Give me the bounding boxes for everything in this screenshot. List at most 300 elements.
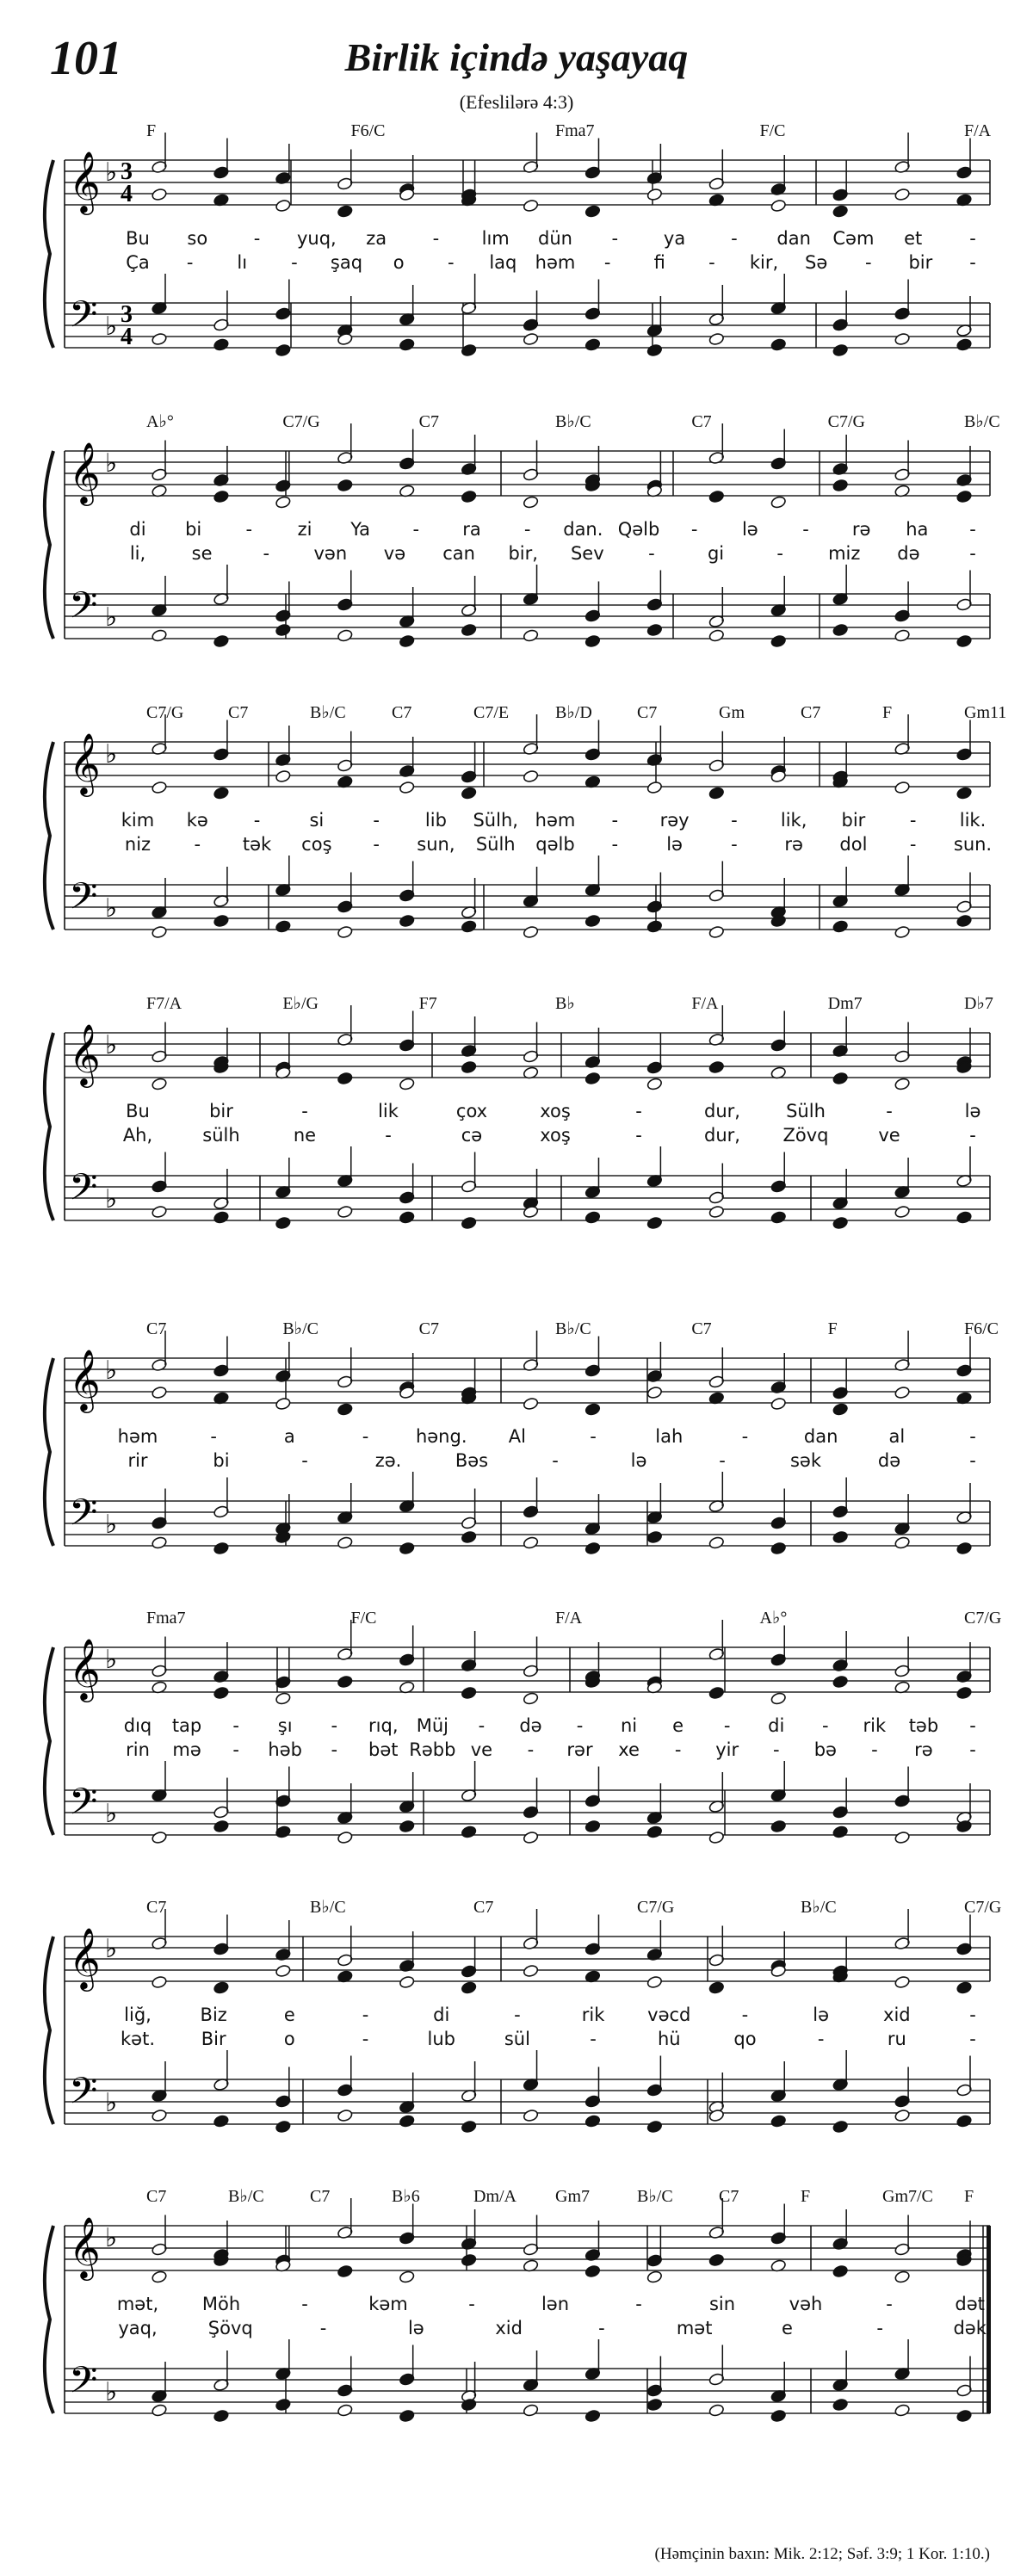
note-head — [770, 1011, 787, 1053]
lyric-verse-1: rə — [851, 519, 871, 540]
note-head — [461, 878, 477, 919]
note-head — [646, 2270, 663, 2284]
chord-symbol: A♭° — [759, 1609, 788, 1628]
lyric-verse-2: - — [319, 2318, 327, 2338]
lyric-verse-2: Şövq — [207, 2318, 253, 2338]
note-head — [956, 139, 973, 180]
note-head — [275, 769, 291, 783]
lyric-verse-2: lə — [407, 2318, 424, 2338]
chord-symbol: F7/A — [146, 994, 182, 1013]
system-brace — [45, 1033, 53, 1220]
flat-key-signature-icon: ♭ — [105, 1799, 118, 1829]
note-head — [894, 1975, 911, 1989]
music-system — [0, 121, 1033, 396]
lyric-verse-2: - — [635, 1125, 642, 1146]
note-head — [832, 161, 849, 202]
note-head — [956, 2357, 973, 2398]
flat-key-signature-icon: ♭ — [105, 1030, 118, 1060]
bass-clef-icon: 𝄢 — [69, 1166, 98, 1218]
lyric-verse-1: e — [283, 2005, 295, 2025]
lyric-verse-1: al — [888, 1426, 906, 1447]
lyric-verse-2: Zövq — [782, 1125, 829, 1146]
chord-symbol: B♭/C — [637, 2187, 673, 2206]
lyric-verse-2: - — [674, 1739, 682, 1760]
chord-symbol: B♭/C — [310, 703, 346, 722]
chord-symbol: Fma7 — [555, 121, 595, 140]
lyric-verse-1: lah — [655, 1426, 684, 1447]
note-head — [275, 2339, 291, 2381]
lyric-verse-2: - — [772, 1739, 780, 1760]
note-head — [832, 1072, 849, 1085]
note-head — [956, 1642, 973, 1683]
note-head — [399, 1975, 415, 1989]
note-head — [523, 1331, 539, 1372]
treble-clef-icon: 𝄞 — [69, 732, 101, 794]
note-head — [399, 429, 415, 471]
note-head — [461, 435, 477, 476]
note-head — [832, 1359, 849, 1400]
system-brace — [45, 2226, 53, 2413]
hymn-number: 101 — [50, 32, 122, 85]
note-head — [832, 867, 849, 908]
note-head — [399, 862, 415, 903]
lyric-verse-1: lən — [541, 2294, 570, 2314]
note-head — [770, 2362, 787, 2403]
note-head — [832, 1169, 849, 1210]
time-signature: 3 — [121, 301, 133, 328]
chord-symbol: F6/C — [964, 1319, 999, 1338]
note-head — [770, 338, 787, 352]
lyric-verse-1: - — [468, 2294, 475, 2314]
note-head — [956, 1483, 973, 1524]
note-head — [708, 1536, 725, 1550]
lyric-verse-1: - — [514, 2005, 521, 2025]
note-head — [523, 769, 539, 783]
chord-symbol: Dm7 — [827, 994, 863, 1013]
lyric-verse-2: - — [648, 543, 655, 564]
note-head — [337, 2357, 353, 2398]
lyric-verse-1: lik, — [780, 810, 807, 831]
hymn-title: Birlik içində yaşayaq — [344, 35, 689, 79]
note-head — [461, 1631, 477, 1672]
note-head — [523, 565, 539, 606]
note-head — [399, 285, 415, 326]
note-head — [708, 2404, 725, 2418]
note-head — [646, 1975, 663, 1989]
lyric-verse-2: - — [871, 1739, 878, 1760]
lyric-verse-1: lik. — [959, 810, 987, 831]
note-head — [152, 441, 168, 482]
note-head — [708, 1772, 725, 1813]
note-head — [832, 2120, 849, 2134]
lyric-verse-2: - — [969, 1739, 976, 1760]
note-head — [213, 1686, 229, 1700]
note-head — [461, 1686, 477, 1700]
lyric-verse-1: də — [519, 1715, 542, 1736]
lyric-verse-1: zi — [297, 519, 312, 540]
note-head — [523, 133, 539, 174]
chord-symbol: C7 — [228, 703, 249, 722]
lyric-verse-1: dıq — [123, 1715, 152, 1736]
lyric-verse-1: - — [301, 2294, 308, 2314]
lyric-verse-1: - — [373, 810, 380, 831]
note-head — [956, 1541, 973, 1555]
note-head — [275, 1692, 291, 1706]
note-head — [337, 1831, 353, 1844]
note-head — [894, 781, 911, 794]
lyric-verse-1: xoş — [540, 1101, 571, 1121]
staff-graphics — [0, 703, 1033, 978]
note-head — [399, 2345, 415, 2387]
lyric-verse-2: Ah, — [122, 1125, 153, 1146]
lyric-verse-2: də — [877, 1450, 901, 1471]
note-head — [152, 878, 168, 919]
lyric-verse-2: Rəbb — [409, 1739, 456, 1760]
note-head — [337, 571, 353, 612]
note-head — [894, 1158, 911, 1199]
note-head — [213, 1169, 229, 1210]
lyric-verse-1: kəm — [368, 2294, 408, 2314]
lyric-verse-1: - — [969, 1715, 976, 1736]
flat-key-signature-icon: ♭ — [105, 602, 118, 633]
lyric-verse-2: xe — [618, 1739, 640, 1760]
note-head — [832, 1216, 849, 1230]
note-head — [770, 155, 787, 196]
lyric-verse-2: gi — [707, 543, 725, 564]
chord-symbol: B♭/C — [228, 2187, 264, 2206]
lyric-verse-2: - — [301, 1450, 308, 1471]
note-head — [585, 1211, 601, 1225]
note-head — [894, 1022, 911, 1064]
note-head — [337, 2056, 353, 2097]
music-system — [0, 1319, 1033, 1594]
note-head — [461, 576, 477, 617]
lyric-verse-1: Sülh — [786, 1101, 826, 1121]
note-head — [832, 2050, 849, 2091]
note-head — [585, 856, 601, 897]
lyric-verse-1: həm — [535, 810, 576, 831]
note-head — [956, 1211, 973, 1225]
note-head — [152, 332, 168, 346]
note-head — [275, 2398, 291, 2412]
lyric-verse-1: bir — [209, 1101, 233, 1121]
note-head — [770, 1353, 787, 1394]
lyric-verse-1: - — [690, 519, 698, 540]
lyric-verse-2: Sülh — [475, 834, 516, 855]
lyric-verse-2: rin — [126, 1739, 150, 1760]
note-head — [585, 139, 601, 180]
lyric-verse-1: Ya — [350, 519, 371, 540]
lyric-verse-2: lə — [666, 834, 683, 855]
note-head — [152, 2362, 168, 2403]
note-head — [585, 1403, 601, 1417]
lyric-verse-1: et — [904, 228, 923, 249]
lyric-verse-1: lə — [741, 519, 758, 540]
note-head — [770, 1152, 787, 1194]
note-head — [894, 629, 911, 643]
lyric-verse-1: Biz — [200, 2005, 227, 2025]
lyric-verse-2: - — [969, 2029, 976, 2049]
lyric-verse-1: ni — [621, 1715, 638, 1736]
note-head — [213, 1337, 229, 1378]
lyric-verse-1: di — [433, 2005, 450, 2025]
note-head — [646, 1783, 663, 1825]
note-head — [213, 1478, 229, 1519]
treble-clef-icon: 𝄞 — [69, 441, 101, 503]
note-head — [399, 1164, 415, 1205]
system-brace — [45, 1358, 53, 1546]
lyric-verse-2: də — [897, 543, 920, 564]
lyric-verse-2: - — [373, 834, 380, 855]
note-head — [337, 629, 353, 643]
note-head — [213, 1211, 229, 1225]
chord-symbol: F7 — [418, 994, 437, 1013]
chord-symbol: C7/E — [473, 703, 510, 722]
note-head — [646, 1530, 663, 1544]
chord-symbol: C7 — [801, 703, 821, 722]
note-head — [956, 787, 973, 800]
note-head — [956, 446, 973, 487]
note-head — [708, 2345, 725, 2387]
note-head — [337, 2264, 353, 2278]
note-head — [337, 479, 353, 492]
lyric-verse-2: coş — [301, 834, 332, 855]
lyric-verse-2: həm — [535, 252, 576, 273]
note-head — [894, 2215, 911, 2257]
lyric-verse-2: - — [776, 543, 783, 564]
note-head — [585, 1767, 601, 1808]
lyric-verse-1: Müj — [416, 1715, 448, 1736]
bass-clef-icon: 𝄢 — [69, 2070, 98, 2122]
note-head — [894, 2109, 911, 2122]
note-head — [152, 1761, 168, 1802]
note-head — [275, 1767, 291, 1808]
note-head — [708, 1164, 725, 1205]
chord-symbol: F/C — [759, 121, 786, 140]
lyric-verse-2: - — [291, 252, 298, 273]
note-head — [770, 199, 787, 213]
chord-symbol: A♭° — [146, 412, 174, 431]
lyric-verse-2: fi — [653, 252, 665, 273]
lyric-verse-2: e — [781, 2318, 793, 2338]
lyric-verse-1: - — [731, 228, 738, 249]
note-head — [832, 435, 849, 476]
note-head — [523, 1536, 539, 1550]
note-head — [213, 2050, 229, 2091]
note-head — [275, 1216, 291, 1230]
system-brace — [45, 1647, 53, 1835]
note-head — [956, 1146, 973, 1188]
note-head — [337, 732, 353, 773]
lyric-verse-2: ve — [470, 1739, 493, 1760]
note-head — [461, 2120, 477, 2134]
note-head — [894, 1386, 911, 1399]
lyric-verse-2: sül — [504, 2029, 530, 2049]
lyric-verse-1: bi — [185, 519, 202, 540]
chord-symbol: Gm — [719, 703, 745, 722]
note-head — [585, 2409, 601, 2423]
note-head — [770, 1541, 787, 1555]
note-head — [461, 1530, 477, 1544]
note-head — [646, 1078, 663, 1091]
note-head — [956, 571, 973, 612]
lyric-verse-2: - — [731, 834, 738, 855]
chord-symbol: B♭/C — [310, 1898, 346, 1917]
chord-symbol: B♭/D — [555, 703, 592, 722]
system-brace — [45, 1937, 53, 2124]
note-head — [213, 2115, 229, 2128]
lyric-verse-1: a — [283, 1426, 295, 1447]
note-head — [894, 1831, 911, 1844]
lyric-verse-1: - — [822, 1715, 829, 1736]
note-head — [894, 1909, 911, 1950]
note-head — [337, 296, 353, 337]
note-head — [646, 2398, 663, 2412]
chord-symbol: C7 — [691, 1319, 712, 1338]
note-head — [337, 205, 353, 219]
note-head — [770, 634, 787, 648]
note-head — [708, 1831, 725, 1844]
chord-symbol: F — [146, 121, 157, 140]
flat-key-signature-icon: ♭ — [105, 1510, 118, 1540]
note-head — [337, 2109, 353, 2122]
note-head — [894, 582, 911, 623]
bass-clef-icon: 𝄢 — [69, 584, 98, 636]
lyric-verse-1: tap — [171, 1715, 202, 1736]
treble-clef-icon: 𝄞 — [69, 2215, 101, 2278]
note-head — [461, 1761, 477, 1802]
note-head — [523, 1692, 539, 1706]
note-head — [646, 1342, 663, 1383]
lyric-verse-2: - — [817, 2029, 825, 2049]
lyric-verse-1: vəcd — [647, 2005, 691, 2025]
lyric-verse-1: mət, — [116, 2294, 159, 2314]
lyric-verse-1: - — [523, 519, 531, 540]
lyric-verse-2: - — [611, 834, 619, 855]
note-head — [770, 2409, 787, 2423]
bass-clef-icon: 𝄢 — [69, 1492, 98, 1543]
note-head — [646, 188, 663, 201]
lyric-verse-1: - — [969, 228, 976, 249]
lyric-verse-2: ne — [293, 1125, 317, 1146]
treble-clef-icon: 𝄞 — [69, 150, 101, 213]
note-head — [708, 925, 725, 939]
note-head — [770, 1489, 787, 1530]
note-head — [646, 1034, 663, 1075]
lyric-verse-1: - — [723, 1715, 731, 1736]
lyric-verse-1: di — [129, 519, 146, 540]
note-head — [152, 1078, 168, 1091]
note-head — [523, 332, 539, 346]
note-head — [275, 920, 291, 934]
note-head — [399, 1211, 415, 1225]
lyric-verse-2: dol — [839, 834, 868, 855]
note-head — [894, 856, 911, 897]
lyric-verse-2: - — [708, 252, 715, 273]
note-head — [275, 623, 291, 637]
lyric-verse-1: - — [245, 519, 253, 540]
note-head — [832, 1825, 849, 1839]
note-head — [894, 1331, 911, 1372]
chord-symbol: C7 — [637, 703, 658, 722]
note-head — [708, 490, 725, 503]
lyric-verse-2: yaq, — [118, 2318, 158, 2338]
note-head — [832, 343, 849, 357]
bass-clef-icon: 𝄢 — [69, 1781, 98, 1832]
note-head — [399, 1541, 415, 1555]
note-head — [585, 1819, 601, 1833]
lyric-verse-1: - — [432, 228, 440, 249]
lyric-verse-2: hü — [657, 2029, 681, 2049]
lyric-verse-1: şı — [277, 1715, 293, 1736]
flat-key-signature-icon: ♭ — [105, 1645, 118, 1675]
note-head — [646, 2357, 663, 2398]
note-head — [585, 914, 601, 928]
note-head — [956, 1981, 973, 1995]
flat-key-signature-icon: ♭ — [105, 739, 118, 769]
note-head — [832, 1016, 849, 1058]
lyric-verse-2: - — [719, 1450, 726, 1471]
note-head — [152, 1975, 168, 1989]
note-head — [708, 862, 725, 903]
note-head — [461, 1016, 477, 1058]
note-head — [275, 1342, 291, 1383]
note-head — [523, 2404, 539, 2418]
lyric-verse-1: - — [412, 519, 420, 540]
note-head — [399, 1011, 415, 1053]
note-head — [213, 720, 229, 762]
lyric-verse-2: - — [598, 2318, 605, 2338]
note-head — [461, 1152, 477, 1194]
note-head — [585, 720, 601, 762]
note-head — [708, 285, 725, 326]
lyric-verse-1: bir — [841, 810, 866, 831]
lyric-verse-2: xid — [495, 2318, 523, 2338]
lyric-verse-1: Bu — [126, 1101, 150, 1121]
note-head — [213, 914, 229, 928]
note-head — [213, 291, 229, 332]
note-head — [337, 1536, 353, 1550]
note-head — [399, 338, 415, 352]
treble-clef-icon: 𝄞 — [69, 1348, 101, 1411]
note-head — [461, 1489, 477, 1530]
lyric-verse-2: rir — [127, 1450, 148, 1471]
note-head — [337, 1483, 353, 1524]
lyric-verse-1: - — [253, 228, 261, 249]
note-head — [894, 714, 911, 756]
lyric-verse-1: Sülh, — [473, 810, 518, 831]
note-head — [708, 2253, 725, 2267]
lyric-verse-1: vəh — [789, 2294, 823, 2314]
lyric-verse-2: bət — [368, 1739, 399, 1760]
note-head — [399, 2409, 415, 2423]
lyric-verse-1: təb — [908, 1715, 939, 1736]
note-head — [770, 1761, 787, 1802]
lyric-verse-2: yir — [715, 1739, 739, 1760]
note-head — [770, 576, 787, 617]
note-head — [213, 867, 229, 908]
note-head — [461, 1937, 477, 1979]
lyric-verse-2: mə — [172, 1739, 201, 1760]
lyric-verse-2: - — [194, 834, 201, 855]
note-head — [646, 571, 663, 612]
lyric-verse-1: - — [576, 1715, 584, 1736]
note-head — [213, 1642, 229, 1683]
lyric-verse-1: ra — [462, 519, 481, 540]
chord-symbol: C7 — [146, 2187, 167, 2206]
flat-key-signature-icon: ♭ — [105, 1356, 118, 1386]
note-head — [337, 1926, 353, 1968]
